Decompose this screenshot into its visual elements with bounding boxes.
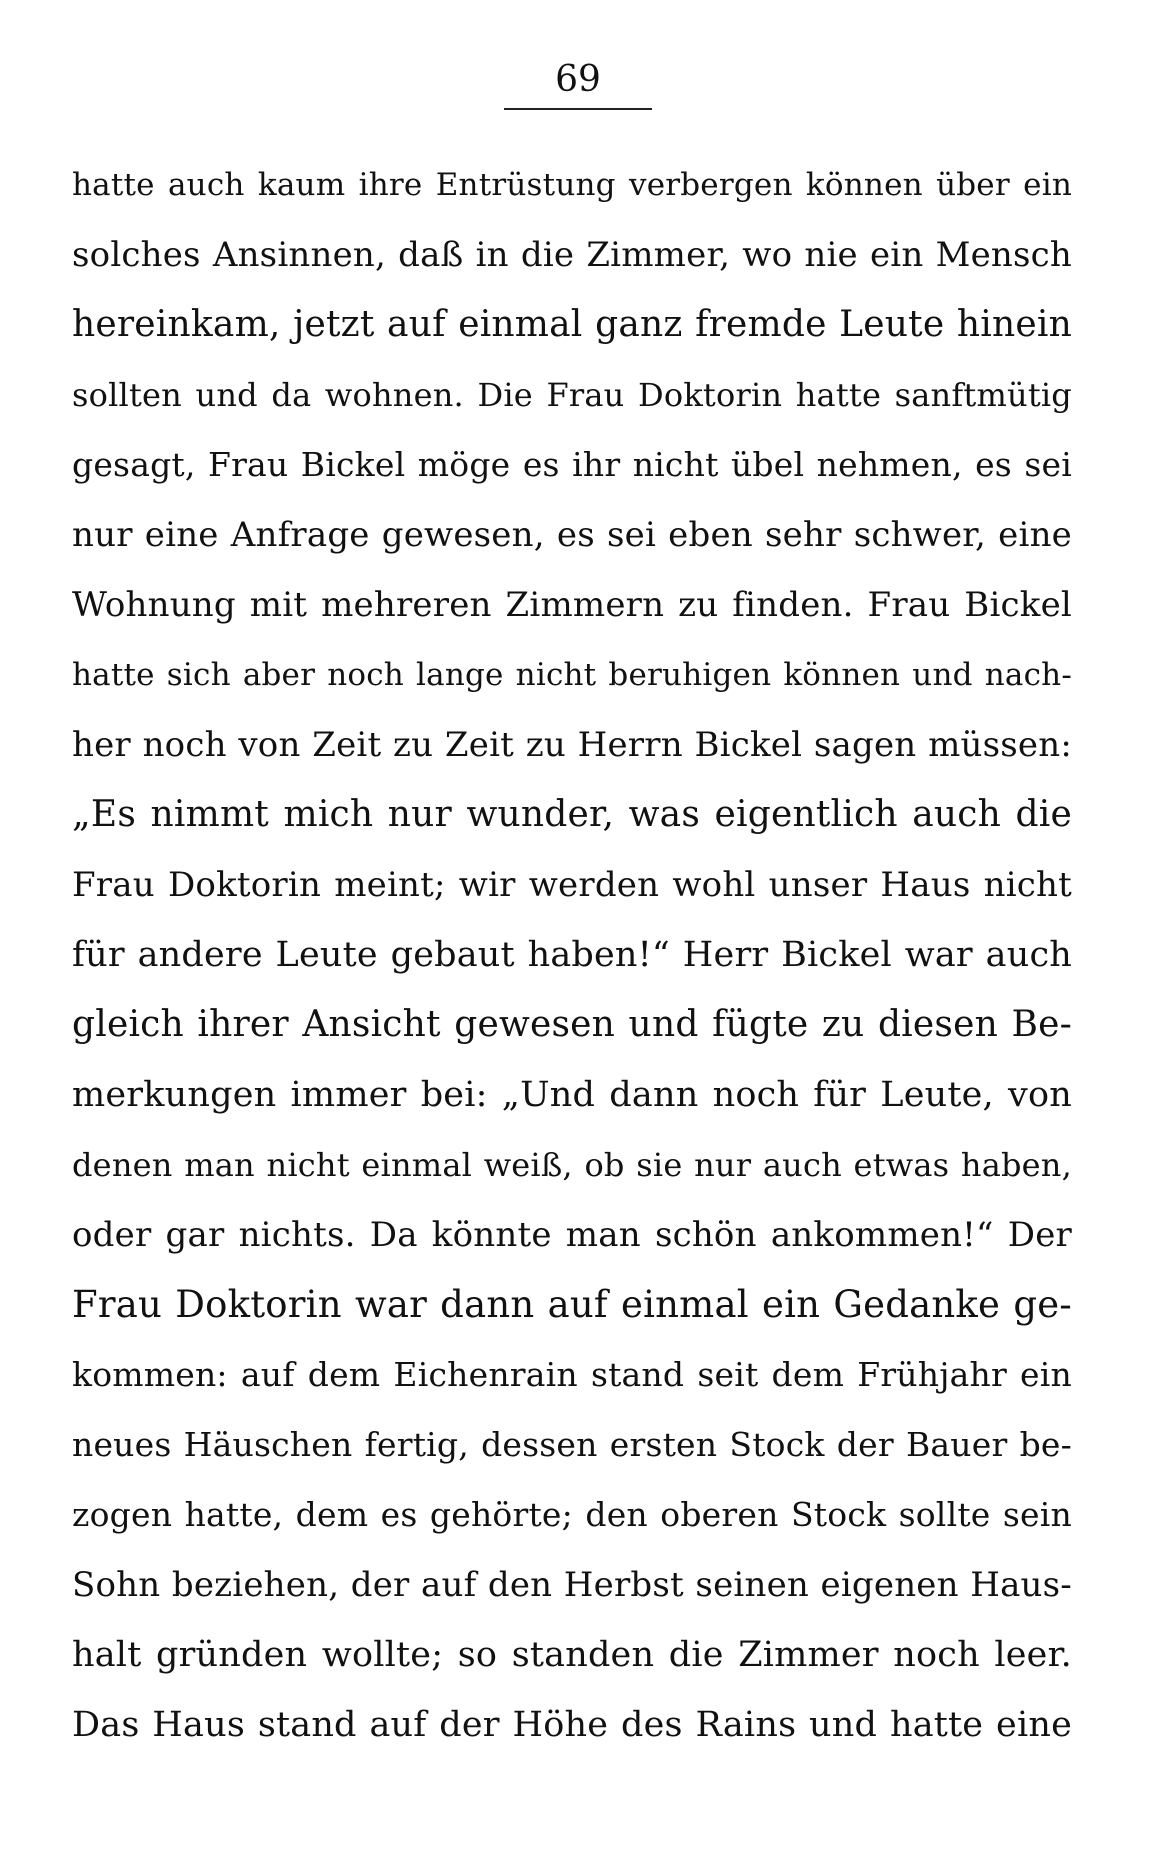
text-line: Frau Doktorin meint; wir werden wohl unser Haus nicht <box>72 865 1072 905</box>
text-line: Das Haus stand auf der Höhe des Rains und hatte eine <box>72 1705 1072 1745</box>
text-line: neues Häuschen fertig, dessen ersten Stock der Bauer be- <box>72 1425 1072 1464</box>
text-line: Wohnung mit mehreren Zimmern zu finden. Frau Bickel <box>72 585 1072 625</box>
text-line: kommen: auf dem Eichenrain stand seit dem Frühjahr ein <box>72 1355 1072 1394</box>
text-line: hereinkam, jetzt auf einmal ganz fremde Leute hinein <box>72 304 1072 345</box>
text-line: Sohn beziehen, der auf den Herbst seinen eigenen Haus- <box>72 1565 1072 1605</box>
text-line: sollten und da wohnen. Die Frau Doktorin hatte sanftmütig <box>72 376 1072 414</box>
text-line: oder gar nichts. Da könnte man schön ankommen!“ Der <box>72 1215 1072 1255</box>
text-line: Frau Doktorin war dann auf einmal ein Gedanke ge- <box>72 1283 1072 1326</box>
text-line: hatte sich aber noch lange nicht beruhigen können und nach- <box>72 657 1072 693</box>
text-line: gleich ihrer Ansicht gewesen und fügte zu diesen Be- <box>72 1004 1072 1045</box>
text-line: denen man nicht einmal weiß, ob sie nur auch etwas haben, <box>72 1146 1072 1184</box>
page-number: 69 <box>555 59 601 100</box>
text-line: merkungen immer bei: „Und dann noch für Leute, von <box>72 1075 1072 1115</box>
text-line: hatte auch kaum ihre Entrüstung verbergen können über ein <box>72 167 1072 203</box>
text-line: gesagt, Frau Bickel möge es ihr nicht übel nehmen, es sei <box>72 445 1072 484</box>
text-line: „Es nimmt mich nur wunder, was eigentlich auch die <box>72 794 1072 835</box>
text-line: für andere Leute gebaut haben!“ Herr Bickel war auch <box>72 935 1072 975</box>
text-line: halt gründen wollte; so standen die Zimmer noch leer. <box>72 1635 1072 1675</box>
text-line: nur eine Anfrage gewesen, es sei eben sehr schwer, eine <box>72 515 1072 555</box>
text-line: solches Ansinnen, daß in die Zimmer, wo nie ein Mensch <box>72 235 1072 275</box>
header-rule <box>504 108 652 110</box>
text-line: her noch von Zeit zu Zeit zu Herrn Bickel sagen müssen: <box>72 725 1072 765</box>
body-text <box>72 150 1072 1760</box>
text-line: zogen hatte, dem es gehörte; den oberen Stock sollte sein <box>72 1495 1072 1534</box>
